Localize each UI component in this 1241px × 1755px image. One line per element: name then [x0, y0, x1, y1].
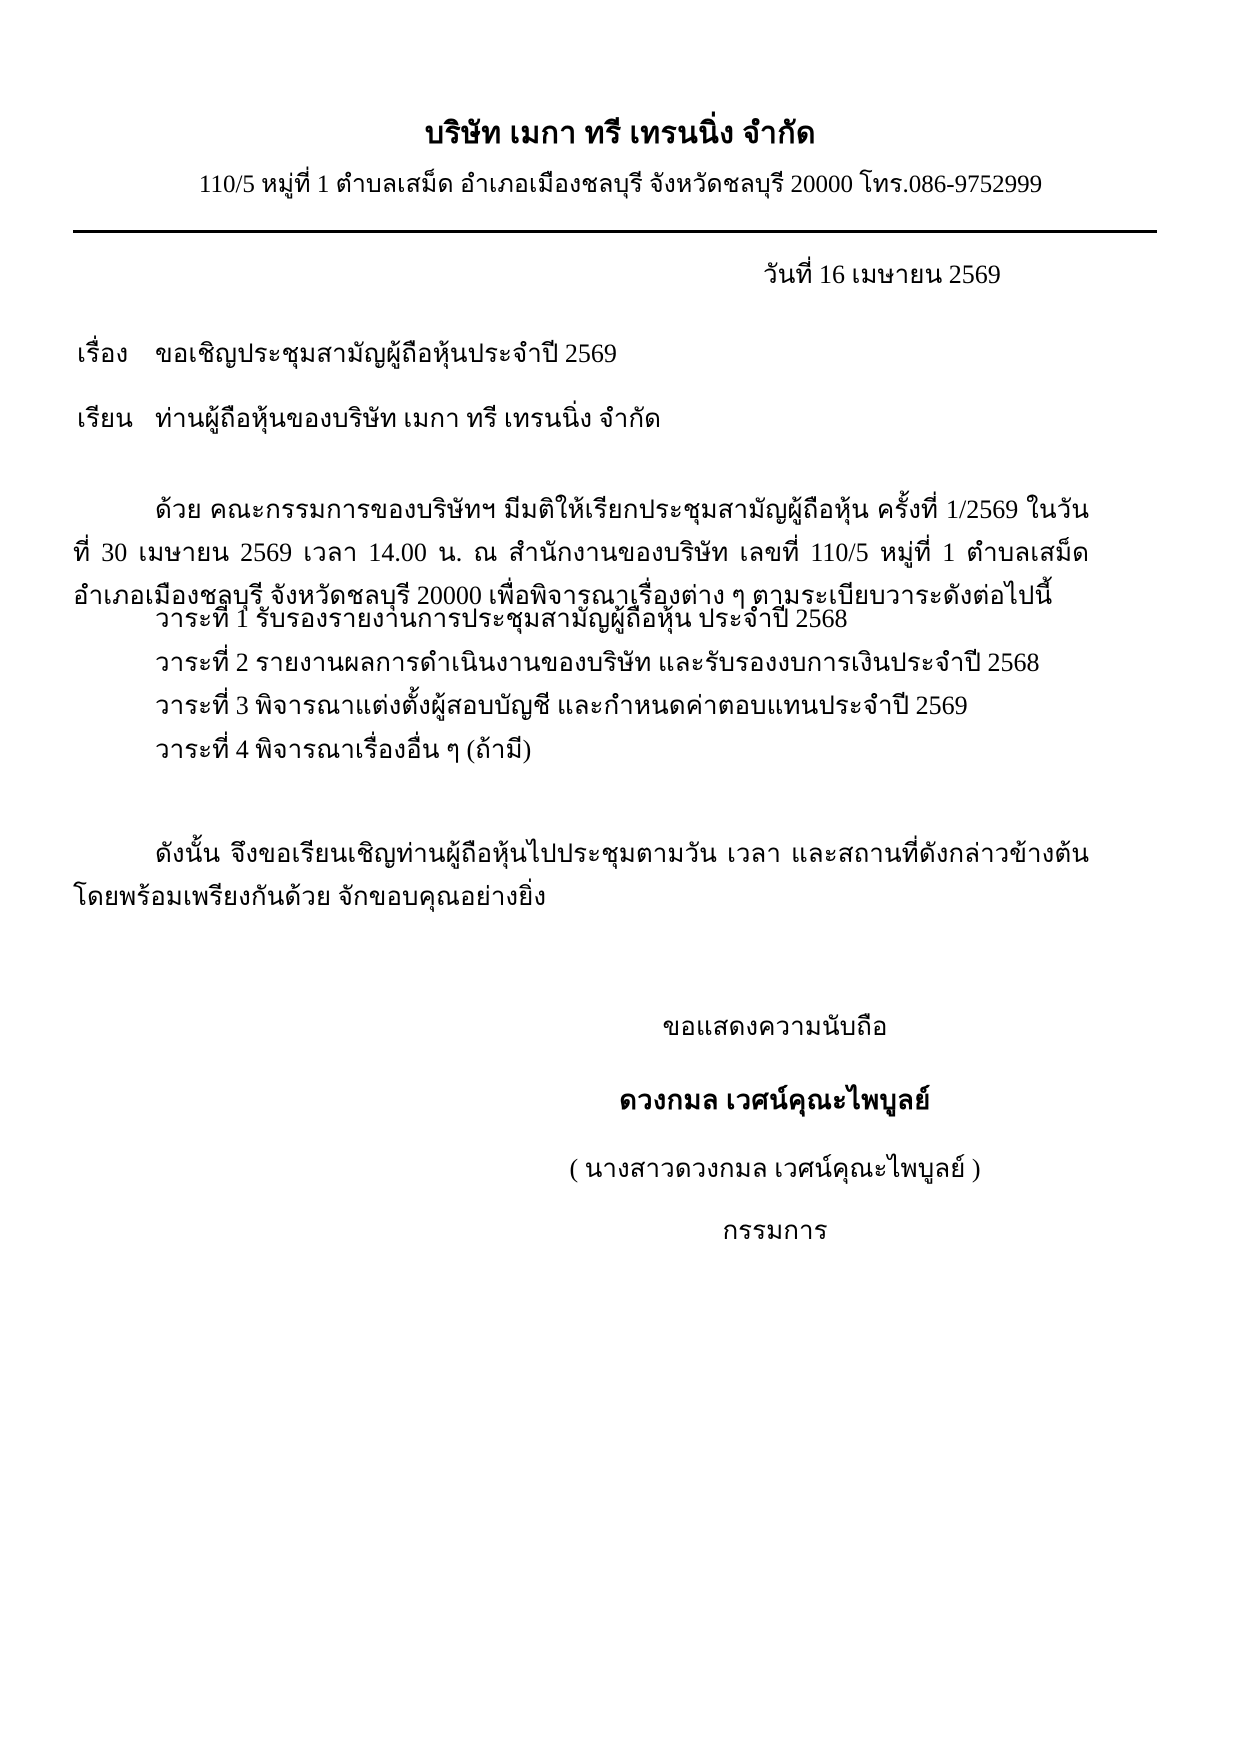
agenda-list: [155, 597, 1039, 771]
body-paragraph: ด้วย คณะกรรมการของบริษัทฯ มีมติให้เรียกประชุมสามัญผู้ถือหุ้น ครั้งที่ 1/2569 ในวันที่ 30 เมษายน 2569 เวลา 14.00 น. ณ สำนักงานของบริษัท เลขที่ 110/5 หมู่ที่ 1 ตำบลเสม็ด อำเภอเมืองชลบุรี จังหวัดชลบุรี 20000 เพื่อพิจารณาเรื่องต่าง ๆ ตามระเบียบวาระดังต่อไปนี้: [73, 495, 1089, 610]
agenda-item-1: วาระที่ 1 รับรองรายงานการประชุมสามัญผู้ถือหุ้น ประจำปี 2568: [155, 604, 848, 633]
date-line: วันที่ 16 เมษายน 2569: [763, 260, 1001, 289]
company-address: 110/5 หมู่ที่ 1 ตำบลเสม็ด อำเภอเมืองชลบุรี จังหวัดชลบุรี 20000 โทร.086-9752999: [198, 171, 1043, 198]
signature-salutation: ขอแสดงความนับถือ: [662, 1012, 888, 1041]
subject-label: เรื่อง: [77, 339, 129, 368]
signature-name: ดวงกมล เวศน์คุณะไพบูลย์: [619, 1085, 931, 1115]
subject-row: [77, 333, 617, 374]
header-divider: [73, 230, 1157, 233]
signature-position: กรรมการ: [722, 1216, 828, 1245]
agenda-item-2: วาระที่ 2 รายงานผลการดำเนินงานของบริษัท และรับรองงบการเงินประจำปี 2568: [155, 647, 1040, 677]
agenda-item-3: วาระที่ 3 พิจารณาแต่งตั้งผู้สอบบัญชี และกำหนดค่าตอบแทนประจำปี 2569: [155, 691, 968, 720]
agenda-item-4: วาระที่ 4 พิจารณาเรื่องอื่น ๆ (ถ้ามี): [155, 734, 532, 764]
recipient-text: ท่านผู้ถือหุ้นของบริษัท เมกา ทรี เทรนนิ่ง จำกัด: [155, 404, 662, 433]
subject-text: ขอเชิญประชุมสามัญผู้ถือหุ้นประจำปี 2569: [155, 339, 617, 368]
company-name: บริษัท เมกา ทรี เทรนนิ่ง จำกัด: [424, 117, 816, 150]
closing-paragraph: ดังนั้น จึงขอเรียนเชิญท่านผู้ถือหุ้นไปประชุมตามวัน เวลา และสถานที่ดังกล่าวข้างต้นโดยพร้อมเพรียงกันด้วย จักขอบคุณอย่างยิ่ง: [73, 839, 1089, 911]
signature-name-parenthesized: ( นางสาวดวงกมล เวศน์คุณะไพบูลย์ ): [569, 1154, 981, 1183]
recipient-row: [77, 398, 661, 439]
signature-block: [450, 1006, 1100, 1251]
recipient-label: เรียน: [77, 404, 133, 433]
